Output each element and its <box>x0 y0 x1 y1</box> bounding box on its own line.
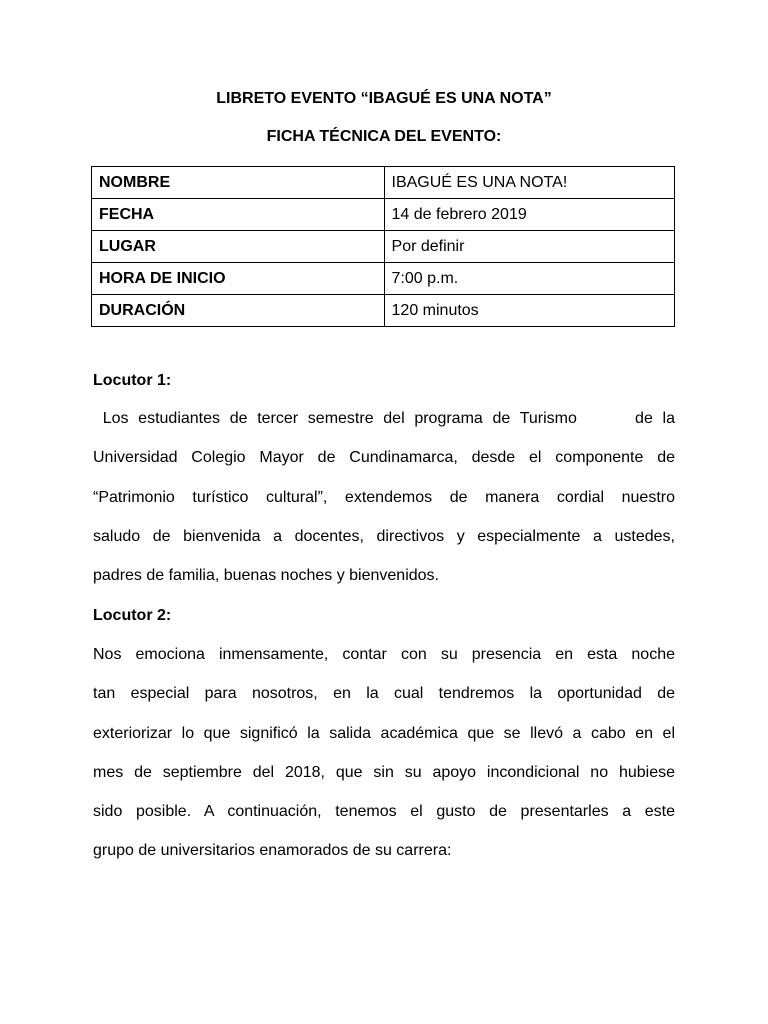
locutor-1-paragraph <box>93 408 675 604</box>
row-label: DURACIÓN <box>92 295 385 327</box>
row-value: IBAGUÉ ES UNA NOTA! <box>384 167 674 199</box>
locutor-2-heading: Locutor 2: <box>93 607 172 624</box>
row-label: NOMBRE <box>92 167 385 199</box>
row-value: Por definir <box>384 231 674 263</box>
row-value: 7:00 p.m. <box>384 263 674 295</box>
paragraph-line: Universidad Colegio Mayor de Cundinamarca, desde el componente de <box>93 449 675 467</box>
row-label: FECHA <box>92 199 385 231</box>
document-title: LIBRETO EVENTO “IBAGUÉ ES UNA NOTA” <box>216 90 552 107</box>
table-row <box>92 231 675 263</box>
paragraph-line: mes de septiembre del 2018, que sin su apoyo incondicional no hubiese <box>93 763 675 781</box>
paragraph-line: padres de familia, buenas noches y bienvenidos. <box>93 567 439 585</box>
locutor-2-paragraph <box>93 644 675 880</box>
row-label: HORA DE INICIO <box>92 263 385 295</box>
document-subtitle: FICHA TÉCNICA DEL EVENTO: <box>266 128 502 145</box>
paragraph-line: tan especial para nosotros, en la cual tendremos la oportunidad de <box>93 685 675 703</box>
row-label: LUGAR <box>92 231 385 263</box>
row-value: 120 minutos <box>384 295 674 327</box>
table-row <box>92 263 675 295</box>
paragraph-line: sido posible. A continuación, tenemos el gusto de presentarles a este <box>93 803 675 821</box>
table-row <box>92 199 675 231</box>
paragraph-line: exteriorizar lo que significó la salida académica que se llevó a cabo en el <box>93 724 675 742</box>
locutor-1-heading: Locutor 1: <box>93 372 172 389</box>
paragraph-line: Los estudiantes de tercer semestre del programa de Turismo de la <box>93 410 675 427</box>
table-row <box>92 167 675 199</box>
paragraph-line: Nos emociona inmensamente, contar con su presencia en esta noche <box>93 646 675 663</box>
paragraph-line: “Patrimonio turístico cultural”, extendemos de manera cordial nuestro <box>93 488 675 506</box>
paragraph-line: grupo de universitarios enamorados de su carrera: <box>93 842 452 860</box>
row-value: 14 de febrero 2019 <box>384 199 674 231</box>
table-row <box>92 295 675 327</box>
ficha-tecnica-table <box>91 166 675 327</box>
paragraph-line: saludo de bienvenida a docentes, directivos y especialmente a ustedes, <box>93 527 675 545</box>
